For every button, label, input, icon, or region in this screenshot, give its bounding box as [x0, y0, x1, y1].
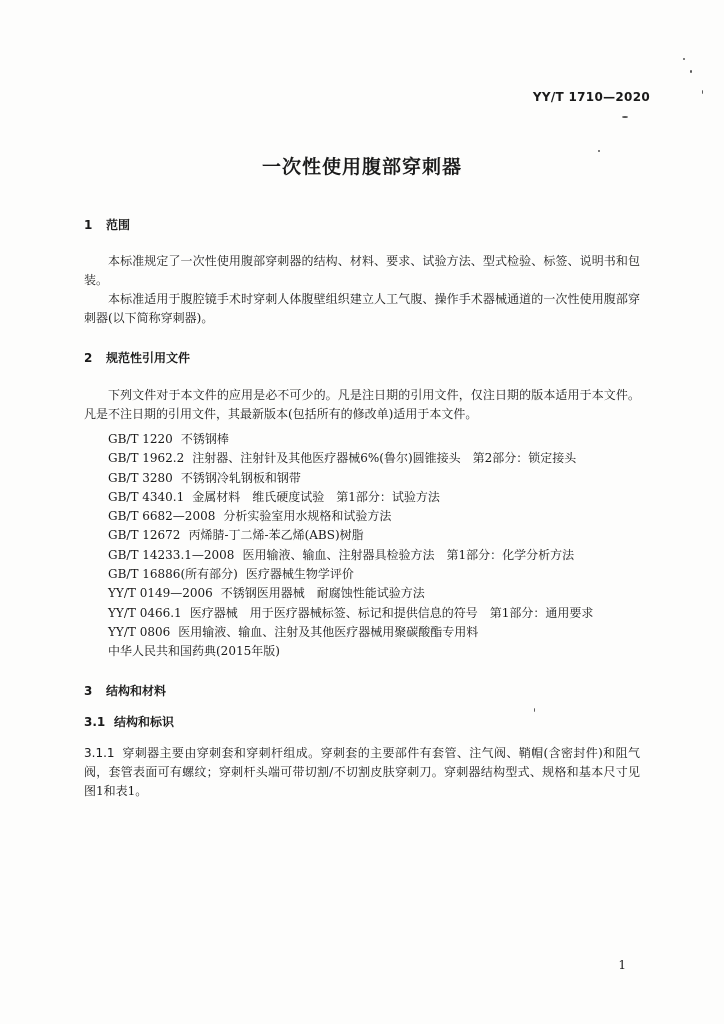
reference-item: GB/T 1220 不锈钢棒	[108, 432, 229, 446]
scope-paragraph-1: 本标准规定了一次性使用腹部穿刺器的结构、材料、要求、试验方法、型式检验、标签、说明书和包装。	[84, 254, 640, 287]
clause-3-1-1	[84, 744, 640, 801]
page-number: 1	[618, 958, 626, 972]
reference-item: GB/T 3280 不锈钢冷轧钢板和钢带	[108, 470, 301, 485]
reference-item: YY/T 0149—2006 不锈钢医用器械 耐腐蚀性能试验方法	[108, 586, 425, 601]
scan-speck	[534, 708, 535, 712]
reference-item: YY/T 0806 医用输液、输血、注射及其他医疗器械用聚碳酸酯专用料	[108, 624, 479, 639]
document-title: 一次性使用腹部穿刺器	[261, 156, 462, 178]
section-number: 2	[84, 351, 93, 365]
reference-item: YY/T 0466.1 医疗器械 用于医疗器械标签、标记和提供信息的符号 第1部分：通用要求	[108, 605, 594, 620]
scope-paragraph-2: 本标准适用于腹腔镜手术时穿刺人体腹壁组织建立人工气腹、操作手术器械通道的一次性使用腹部穿刺器(以下简称穿刺器)。	[84, 292, 640, 325]
reference-item: GB/T 14233.1—2008 医用输液、输血、注射器具检验方法 第1部分：化学分析方法	[108, 547, 575, 562]
subsection-number: 3.1	[84, 715, 106, 729]
section-title: 范围	[106, 218, 131, 232]
subsection-heading-structure-identification	[84, 713, 174, 730]
standard-code: YY/T 1710—2020	[532, 90, 650, 104]
section-heading-scope	[84, 216, 130, 233]
normative-references-intro: 下列文件对于本文件的应用是必不可少的。凡是注日期的引用文件，仅注日期的版本适用于本文件。凡是不注日期的引用文件，其最新版本(包括所有的修改单)适用于本文件。	[84, 388, 640, 421]
scan-speck	[622, 116, 628, 118]
reference-item: GB/T 6682—2008 分析实验室用水规格和试验方法	[108, 509, 392, 524]
clause-text: 穿刺器主要由穿刺套和穿刺杆组成。穿刺套的主要部件有套管、注气阀、鞘帽(含密封件)和阻气阀，套管表面可有螺纹；穿刺杆头端可带切割/不切割皮肤穿刺刀。穿刺器结构型式、规格和基本尺寸见图1和表1。	[84, 746, 640, 798]
reference-item: GB/T 16886(所有部分) 医疗器械生物学评价	[108, 567, 354, 582]
scan-speck	[683, 58, 685, 60]
reference-item: 中华人民共和国药典(2015年版)	[108, 644, 280, 659]
section-title: 结构和材料	[106, 684, 167, 698]
scan-speck	[702, 90, 703, 94]
reference-list	[108, 430, 648, 662]
reference-item: GB/T 4340.1 金属材料 维氏硬度试验 第1部分：试验方法	[108, 489, 440, 504]
section-number: 1	[84, 218, 93, 232]
section-heading-normative-references	[84, 349, 190, 366]
reference-item: GB/T 1962.2 注射器、注射针及其他医疗器械6%(鲁尔)圆锥接头 第2部分：锁定接头	[108, 451, 577, 466]
clause-number: 3.1.1	[84, 746, 115, 760]
section-title: 规范性引用文件	[106, 351, 191, 365]
reference-item: GB/T 12672 丙烯腈-丁二烯-苯乙烯(ABS)树脂	[108, 528, 364, 543]
section-heading-structure-materials	[84, 682, 166, 699]
subsection-title: 结构和标识	[114, 715, 175, 729]
scan-speck	[690, 70, 692, 73]
section-number: 3	[84, 684, 93, 698]
